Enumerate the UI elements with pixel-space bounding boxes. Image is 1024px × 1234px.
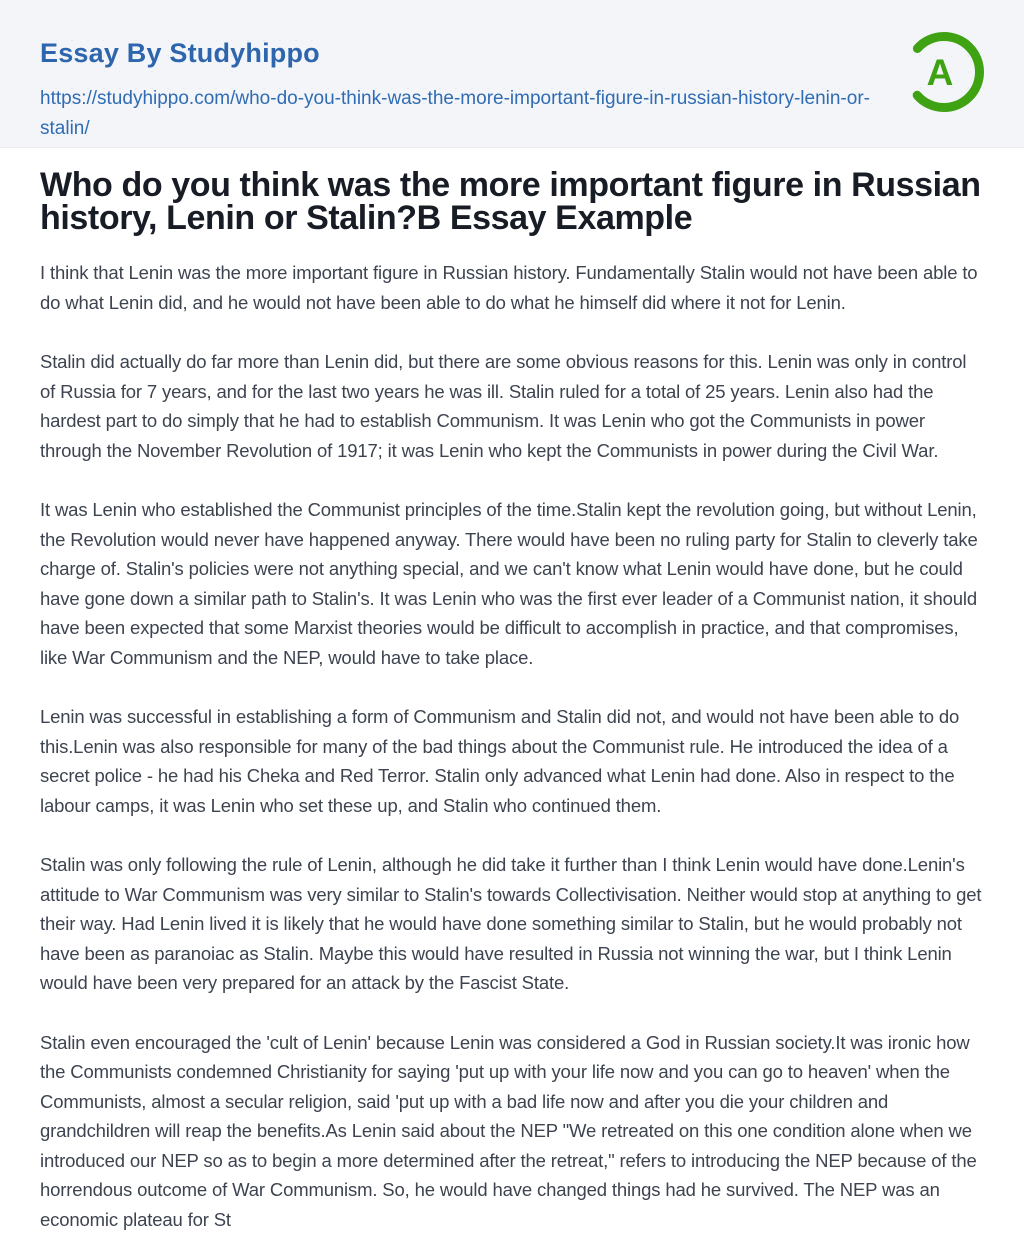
essay-body xyxy=(40,258,984,1234)
essay-url-link[interactable]: https://studyhippo.com/who-do-you-think-was-the-more-important-figure-in-russian-history-lenin-or-stalin/ xyxy=(40,84,895,144)
essay-paragraph: It was Lenin who established the Communist principles of the time.Stalin kept the revolution going, but without Lenin, the Revolution would never have happened anyway. There would have been no ruling party for Stalin to cleverly take charge of. Stalin's policies were not anything special, and we can't know what Lenin would have done, but he could have gone down a similar path to Stalin's. It was Lenin who was the first ever leader of a Communist nation, it should have been expected that some Marxist theories would be difficult to accomplish in practice, and that compromises, like War Communism and the NEP, would have to take place. xyxy=(40,495,984,672)
essay-paragraph: I think that Lenin was the more important figure in Russian history. Fundamentally Stalin would not have been able to do what Lenin did, and he would not have been able to do what he himself did where it not for Lenin. xyxy=(40,258,984,317)
essay-paragraph: Stalin was only following the rule of Lenin, although he did take it further than I think Lenin would have done.Lenin's attitude to War Communism was very similar to Stalin's towards Collectivisation. Neither would stop at anything to get their way. Had Lenin lived it is likely that he would have done something similar to Stalin, but he would probably not have been as paranoiac as Stalin. Maybe this would have resulted in Russia not winning the war, but I think Lenin would have been very prepared for an attack by the Fascist State. xyxy=(40,850,984,998)
essay-paragraph: Lenin was successful in establishing a form of Communism and Stalin did not, and would not have been able to do this.Lenin was also responsible for many of the bad things about the Communist rule. He introduced the idea of a secret police - he had his Cheka and Red Terror. Stalin only advanced what Lenin had done. Also in respect to the labour camps, it was Lenin who set these up, and Stalin who continued them. xyxy=(40,702,984,820)
site-brand-heading: Essay By Studyhippo xyxy=(40,38,984,69)
studyhippo-logo xyxy=(903,31,985,113)
essay-title: Who do you think was the more important figure in Russian history, Lenin or Stalin?B Essay Example xyxy=(40,169,984,235)
page-header xyxy=(0,0,1024,148)
logo-letter: A xyxy=(927,52,954,93)
logo-ring-icon xyxy=(903,31,985,113)
essay-content xyxy=(0,148,1024,1234)
essay-paragraph: Stalin even encouraged the 'cult of Lenin' because Lenin was considered a God in Russian society.It was ironic how the Communists condemned Christianity for saying 'put up with your life now and you can go to heaven' when the Communists, almost a secular religion, said 'put up with a bad life now and after you die your children and grandchildren will reap the benefits.As Lenin said about the NEP "We retreated on this one condition alone when we introduced our NEP so as to begin a more determined after the retreat," refers to introducing the NEP because of the horrendous outcome of War Communism. So, he would have changed things had he survived. The NEP was an economic plateau for St xyxy=(40,1028,984,1234)
essay-paragraph: Stalin did actually do far more than Lenin did, but there are some obvious reasons for this. Lenin was only in control of Russia for 7 years, and for the last two years he was ill. Stalin ruled for a total of 25 years. Lenin also had the hardest part to do simply that he had to establish Communism. It was Lenin who got the Communists in power through the November Revolution of 1917; it was Lenin who kept the Communists in power during the Civil War. xyxy=(40,347,984,465)
